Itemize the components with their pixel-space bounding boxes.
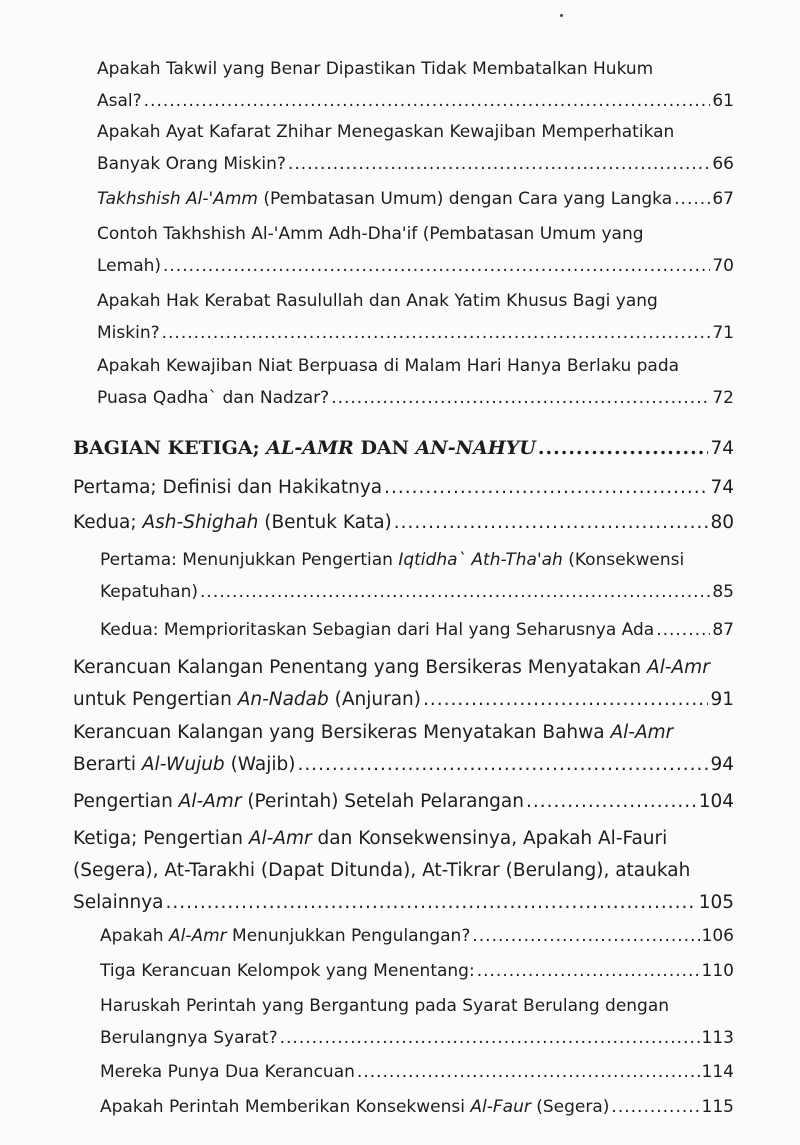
page-number: 72 (712, 388, 734, 408)
title-part: (Konsekwensi (562, 550, 685, 570)
entry-title (73, 507, 392, 539)
toc-entry[interactable] (97, 350, 734, 414)
title-part: (Bentuk Kata) (258, 512, 392, 533)
toc-entry[interactable] (73, 472, 734, 504)
dot-leader (538, 432, 709, 464)
page-number: 61 (712, 91, 734, 111)
toc-entry[interactable] (97, 53, 734, 117)
entry-title-cont: Banyak Orang Miskin? (97, 154, 286, 174)
title-part: (Anjuran) (328, 689, 421, 710)
page-number: 114 (701, 1062, 734, 1082)
toc-entry[interactable] (100, 920, 734, 952)
title-term: Iqtidha` Ath-Tha'ah (398, 550, 563, 570)
dot-leader (144, 85, 711, 117)
dot-leader (674, 183, 710, 215)
dot-leader (297, 749, 708, 781)
toc-entry[interactable] (73, 652, 734, 716)
entry-title: Apakah Kewajiban Niat Berpuasa di Malam Hari Hanya Berlaku pada (97, 356, 680, 376)
entry-title-rest: (Pembatasan Umum) dengan Cara yang Langka (257, 189, 673, 209)
entry-title: Apakah Hak Kerabat Rasulullah dan Anak Yatim Khusus Bagi yang (97, 291, 658, 311)
toc-entry[interactable] (73, 507, 734, 539)
entry-title-cont (73, 684, 421, 716)
title-part: Kerancuan Kalangan Penentang yang Bersikeras Menyatakan (73, 657, 648, 678)
entry-title: Mereka Punya Dua Kerancuan (100, 1062, 355, 1082)
toc-entry[interactable] (100, 955, 734, 987)
entry-title (100, 1091, 609, 1123)
entry-title (73, 823, 667, 855)
heading-term: AL-AMR (266, 437, 354, 459)
entry-title (73, 717, 673, 749)
dot-leader (384, 472, 708, 504)
heading-part: BAGIAN KETIGA; (73, 437, 267, 459)
entry-title-cont: Lemah) (97, 256, 162, 276)
entry-title: Tiga Kerancuan Kelompok yang Menentang: (100, 961, 475, 981)
toc-entry[interactable] (100, 544, 734, 608)
title-term: Al-Faur (470, 1097, 531, 1117)
title-part: Ketiga; Pengertian (73, 828, 249, 849)
title-part: (Segera) (530, 1097, 610, 1117)
entry-title: Haruskah Perintah yang Bergantung pada Syarat Berulang dengan (100, 996, 670, 1016)
heading-part: DAN (353, 437, 416, 459)
dot-leader (162, 317, 711, 349)
dot-leader (656, 614, 710, 646)
toc-entry[interactable] (100, 1091, 734, 1123)
page-number: 110 (701, 961, 734, 981)
title-part: (Wajib) (224, 754, 296, 775)
entry-title-cont (73, 749, 295, 781)
entry-title (97, 183, 672, 215)
toc-entry[interactable] (97, 183, 734, 215)
page-number: 113 (701, 1028, 734, 1048)
title-term: Al-Amr (248, 828, 312, 849)
page-number: 70 (712, 256, 734, 276)
entry-title (73, 786, 524, 818)
dot-leader (165, 887, 696, 919)
section-heading[interactable] (73, 432, 734, 465)
title-part: Kedua; (73, 512, 143, 533)
toc-entry[interactable] (73, 823, 734, 919)
dot-leader (163, 250, 710, 282)
toc-entry[interactable] (100, 1056, 734, 1088)
entry-title (100, 920, 470, 952)
entry-title: Contoh Takhshish Al-'Amm Adh-Dha'if (Pembatasan Umum yang (97, 224, 644, 244)
dot-leader (423, 684, 708, 716)
dot-leader (526, 786, 697, 818)
toc-entry[interactable] (73, 717, 734, 781)
page-number: 104 (698, 791, 734, 812)
page-number: 91 (710, 689, 734, 710)
page-number: 94 (710, 754, 734, 775)
dot-leader (331, 382, 710, 414)
title-term: Al-Amr (168, 926, 227, 946)
dot-leader (472, 920, 699, 952)
entry-title-cont: Berulangnya Syarat? (100, 1028, 278, 1048)
page-number: 105 (698, 892, 734, 913)
page-number: 115 (701, 1097, 734, 1117)
entry-title-cont: Kepatuhan) (100, 582, 199, 602)
title-term: Al-Wujub (141, 754, 225, 775)
title-part: Pengertian (73, 791, 179, 812)
page-number: 87 (712, 620, 734, 640)
title-part: Kerancuan Kalangan yang Bersikeras Menyatakan Bahwa (73, 722, 611, 743)
title-part: Apakah Perintah Memberikan Konsekwensi (100, 1097, 471, 1117)
heading-term: AN-NAHYU (415, 437, 536, 459)
title-part: Pertama: Menunjukkan Pengertian (100, 550, 399, 570)
entry-title-cont: Selainnya (73, 892, 164, 913)
page-number: 85 (712, 582, 734, 602)
title-term: Al-Amr (647, 657, 710, 678)
entry-title (100, 544, 684, 576)
entry-title-cont: Miskin? (97, 323, 160, 343)
page-number: 74 (710, 477, 734, 498)
title-term: Ash-Shighah (142, 512, 259, 533)
title-part: Menunjukkan Pengulangan? (226, 926, 471, 946)
toc-entry[interactable] (97, 116, 734, 180)
page-number: 74 (710, 438, 734, 459)
title-part: untuk Pengertian (73, 689, 238, 710)
title-term: Al-Amr (178, 791, 242, 812)
dot-leader (288, 148, 710, 180)
toc-entry[interactable] (73, 786, 734, 818)
entry-title: Apakah Takwil yang Benar Dipastikan Tidak Membatalkan Hukum (97, 59, 654, 79)
dot-leader (200, 576, 710, 608)
entry-title: Apakah Ayat Kafarat Zhihar Menegaskan Kewajiban Memperhatikan (97, 122, 675, 142)
entry-title (73, 652, 710, 684)
page-number: 106 (701, 926, 734, 946)
page-number: 67 (712, 189, 734, 209)
dot-leader (394, 507, 709, 539)
title-part: dan Konsekwensinya, Apakah Al-Fauri (311, 828, 668, 849)
dot-leader (477, 955, 700, 987)
entry-title-cont: Puasa Qadha` dan Nadzar? (97, 388, 330, 408)
ink-dot (560, 14, 563, 17)
entry-title: Pertama; Definisi dan Hakikatnya (73, 477, 383, 498)
entry-title-term: Takhshish Al-'Amm (97, 189, 258, 209)
title-part: Berarti (73, 754, 142, 775)
dot-leader (280, 1022, 700, 1054)
page-number: 71 (712, 323, 734, 343)
toc-entry[interactable] (97, 218, 734, 282)
dot-leader (611, 1091, 699, 1123)
toc-entry[interactable] (100, 990, 734, 1054)
page-number: 66 (712, 154, 734, 174)
entry-title-cont: Asal? (97, 91, 142, 111)
page-number: 80 (710, 512, 734, 533)
title-term: Al-Amr (610, 722, 674, 743)
title-part: (Perintah) Setelah Pelarangan (241, 791, 524, 812)
entry-title: Kedua: Memprioritaskan Sebagian dari Hal yang Seharusnya Ada (100, 620, 655, 640)
title-part: Apakah (100, 926, 169, 946)
dot-leader (357, 1056, 700, 1088)
toc-entry[interactable] (100, 614, 734, 646)
title-term: An-Nadab (237, 689, 329, 710)
heading-title (73, 432, 536, 464)
toc-entry[interactable] (97, 285, 734, 349)
entry-title-cont: (Segera), At-Tarakhi (Dapat Ditunda), At-Tikrar (Berulang), ataukah (73, 860, 691, 881)
